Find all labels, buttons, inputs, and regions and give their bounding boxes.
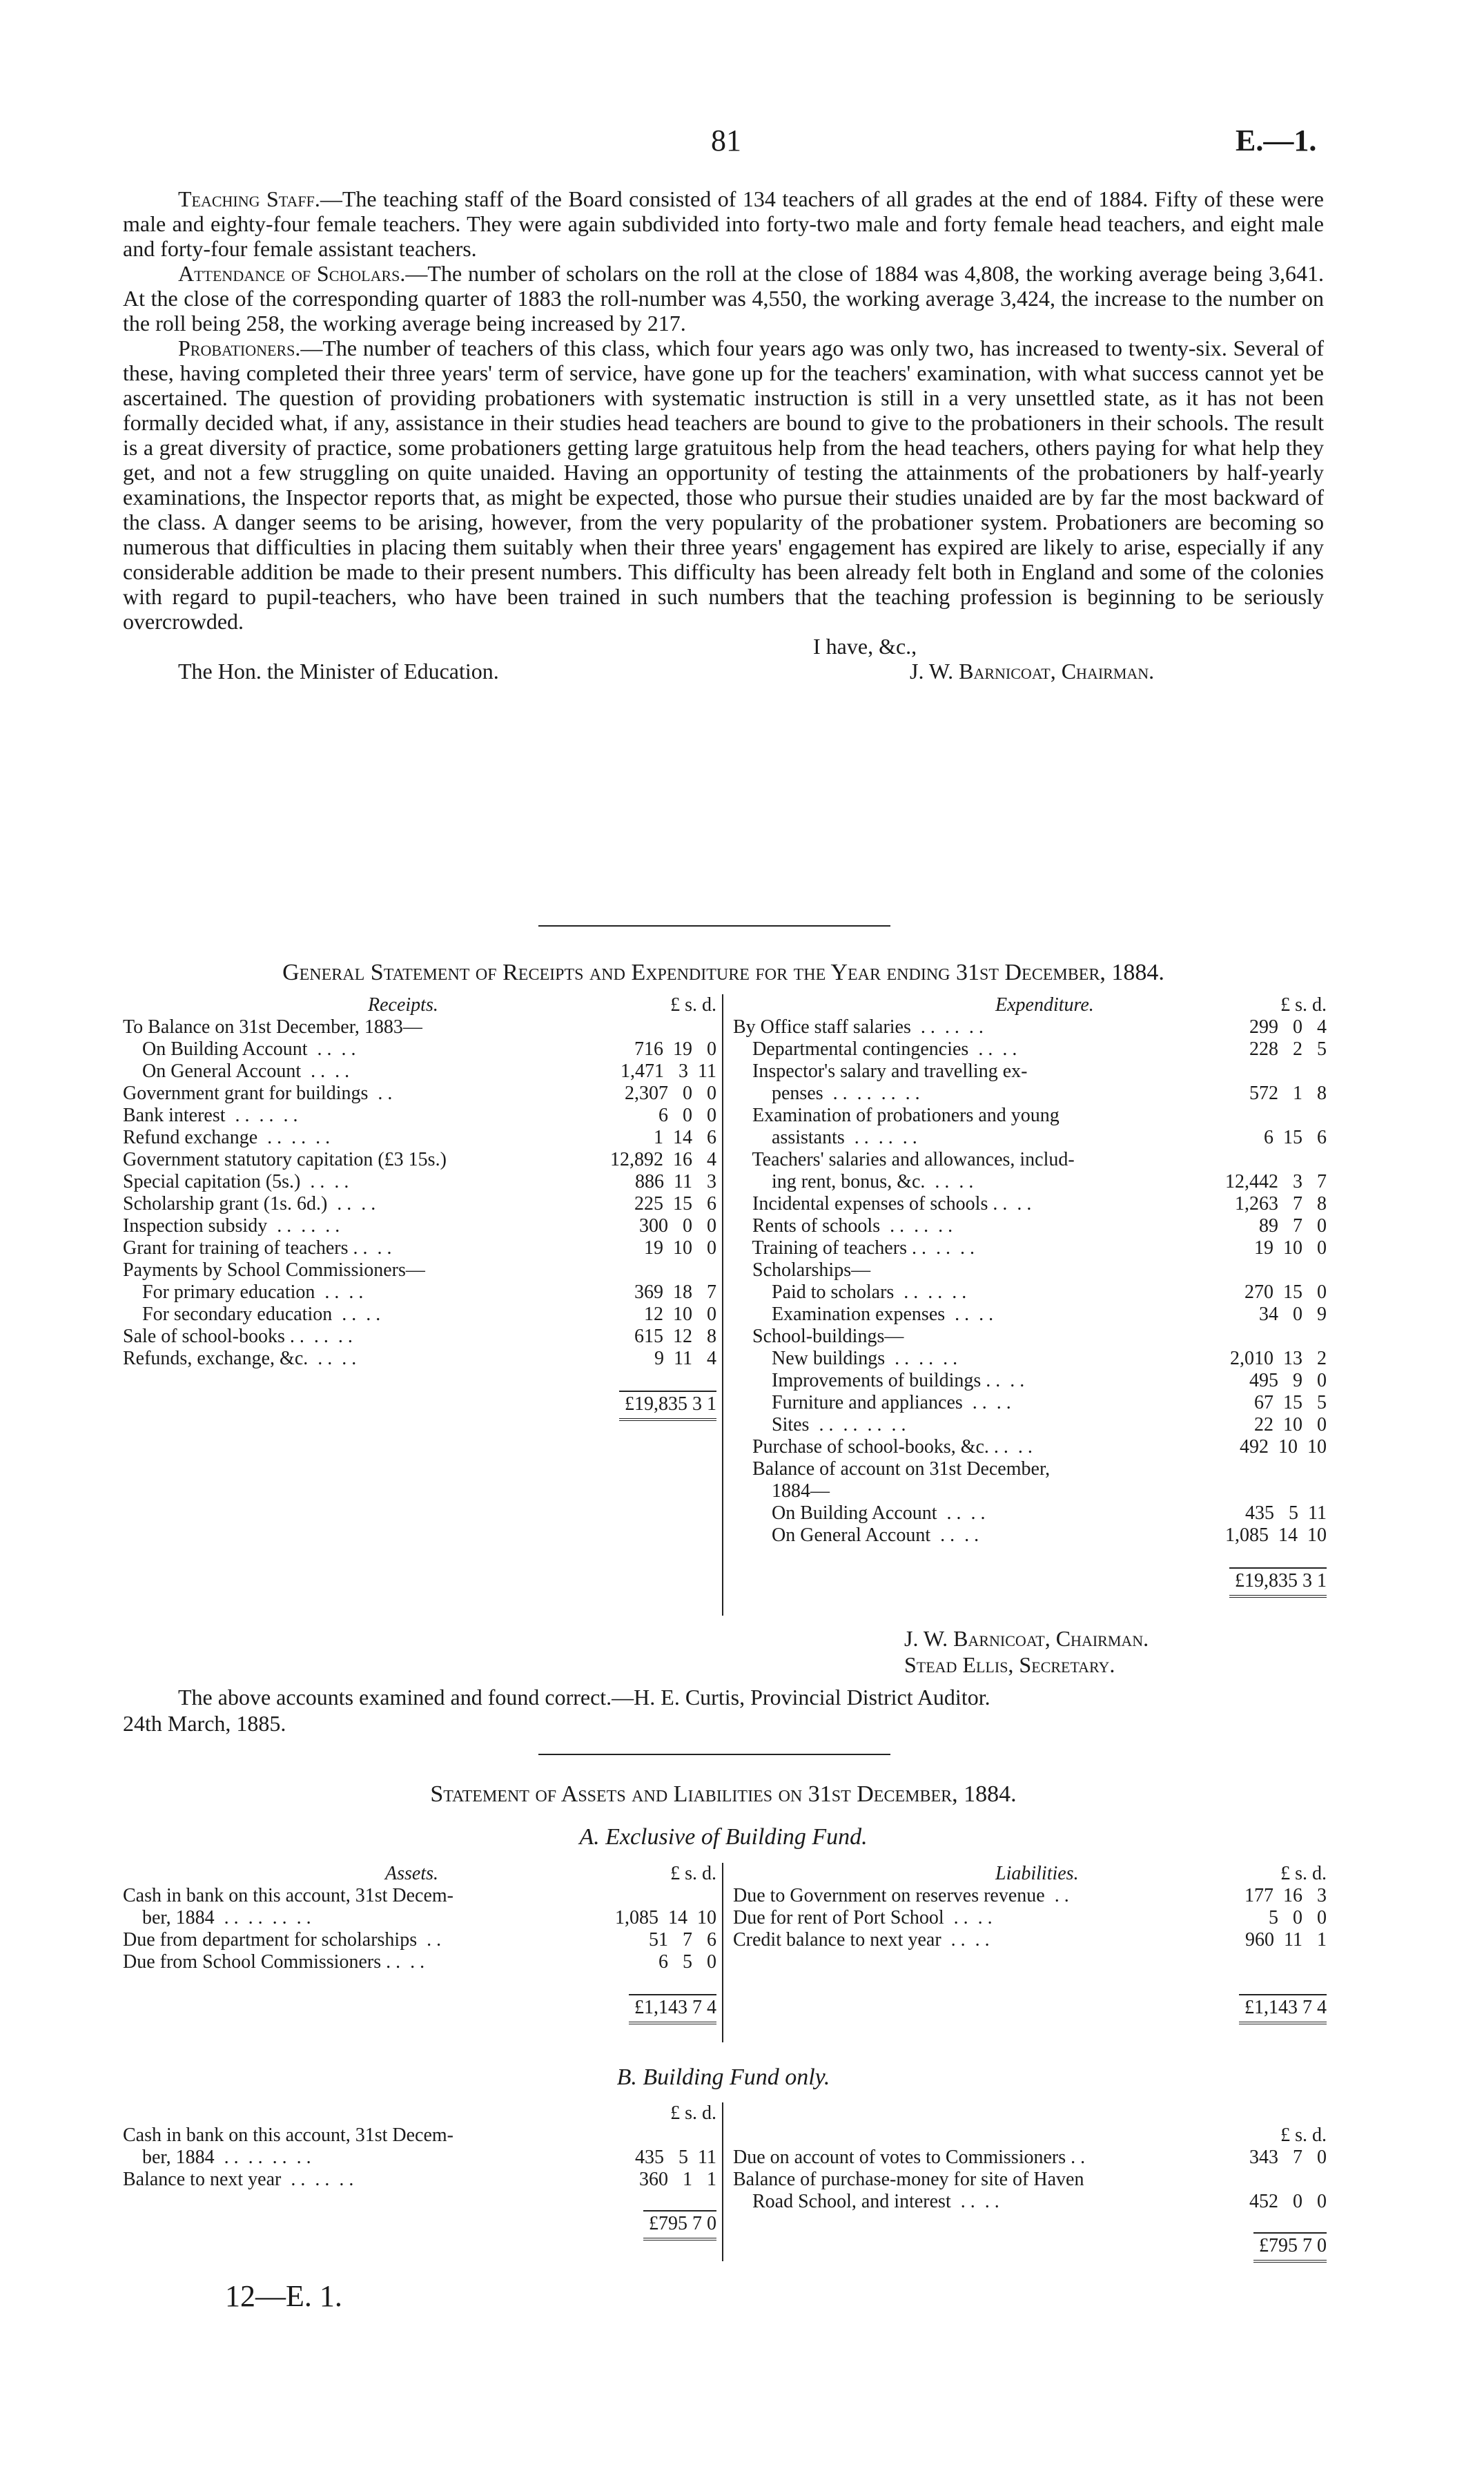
attendance-heading: Attendance of Scholars. (178, 261, 406, 286)
expenditure-row-label: Sites . . . . . . . . (733, 1414, 906, 1435)
expenditure-row-amount: 22 10 0 (1254, 1414, 1327, 1435)
liability-row (733, 1929, 1327, 1951)
liability-row-label: Due on account of votes to Commissioners . . (733, 2147, 1086, 2168)
general-statement-title: General Statement of Receipts and Expenditure for the Year ending 31st December, 1884. (282, 960, 1164, 985)
liability-row (733, 1907, 1327, 1929)
expenditure-row (733, 1370, 1327, 1392)
expenditure-row-label: Training of teachers . . . . . . (733, 1237, 975, 1259)
receipt-row-label: Payments by School Commissioners— (123, 1259, 425, 1281)
liability-row (733, 2191, 1327, 2213)
expenditure-row-label: Teachers' salaries and allowances, includ- (733, 1149, 1075, 1170)
a-liabilities-table (733, 1863, 1327, 2016)
receipt-row (123, 1061, 716, 1083)
a-liabilities-total-row (733, 1994, 1327, 2016)
receipt-row-label: For primary education . . . . (123, 1281, 364, 1303)
a-assets-currency-heading: £ s. d. (670, 1863, 716, 1884)
b-assets-total-row (123, 2210, 716, 2232)
asset-row (123, 2125, 716, 2147)
b-assets-total: £795 7 0 (643, 2210, 716, 2241)
signature-line (123, 659, 1324, 684)
divider (538, 925, 890, 927)
liability-row-label: Road School, and interest . . . . (733, 2191, 999, 2212)
expenditure-row (733, 1038, 1327, 1061)
column-divider (722, 994, 723, 1616)
receipt-row (123, 1326, 716, 1348)
chairman-signature: J. W. Barnicoat, Chairman. (910, 659, 1155, 684)
a-assets-header (123, 1863, 716, 1885)
asset-row-label: Balance to next year . . . . . . (123, 2169, 354, 2190)
b-assets-currency-heading: £ s. d. (670, 2102, 716, 2124)
receipt-row-label: Grant for training of teachers . . . . (123, 1237, 392, 1259)
expenditure-total: £19,835 3 1 (1229, 1567, 1327, 1598)
expenditure-row-label: Scholarships— (733, 1259, 871, 1281)
expenditure-row-amount: 34 0 9 (1259, 1304, 1327, 1325)
receipt-row (123, 1215, 716, 1237)
receipt-row (123, 1193, 716, 1215)
audit-date: 24th March, 1885. (123, 1711, 286, 1736)
b-assets-table (123, 2102, 716, 2232)
expenditure-row (733, 1061, 1327, 1083)
statement-secretary-signature: Stead Ellis, Secretary. (904, 1652, 1115, 1677)
b-liabilities-currency-heading: £ s. d. (1280, 2125, 1327, 2146)
expenditure-row-label: Paid to scholars . . . . . . (733, 1281, 967, 1303)
section-b-title: B. Building Fund only. (616, 2064, 830, 2090)
document-code: E.—1. (1236, 124, 1317, 157)
receipt-row (123, 1237, 716, 1259)
liability-row-amount: 5 0 0 (1269, 1907, 1327, 1928)
expenditure-row-label: School-buildings— (733, 1326, 904, 1347)
receipt-row-label: Refund exchange . . . . . . (123, 1127, 331, 1148)
b-assets-rows (123, 2125, 716, 2191)
assets-heading: Assets. (385, 1863, 438, 1884)
liability-row-label: Due to Government on reserves revenue . . (733, 1885, 1069, 1906)
receipt-row-amount: 615 12 8 (634, 1326, 716, 1347)
liability-row (733, 2169, 1327, 2191)
receipts-rows (123, 1016, 716, 1370)
liabilities-heading: Liabilities. (995, 1863, 1079, 1884)
report-text (123, 186, 1324, 684)
closing: I have, &c., (813, 634, 917, 659)
expenditure-row-amount: 270 15 0 (1244, 1281, 1327, 1303)
asset-row-amount: 1,085 14 10 (615, 1907, 716, 1928)
expenditure-row (733, 1392, 1327, 1414)
liability-row-label: Balance of purchase-money for site of Haven (733, 2169, 1084, 2190)
asset-row (123, 1885, 716, 1907)
a-assets-table (123, 1863, 716, 2016)
receipt-row-label: Government statutory capitation (£3 15s.) (123, 1149, 447, 1170)
receipt-row-label: On General Account . . . . (123, 1061, 350, 1082)
receipt-row (123, 1304, 716, 1326)
asset-row (123, 2169, 716, 2191)
expenditure-row-amount: 299 0 4 (1249, 1016, 1327, 1038)
asset-row-label: Due from department for scholarships . . (123, 1929, 442, 1951)
b-liabilities-header (733, 2125, 1327, 2147)
expenditure-currency-heading: £ s. d. (1280, 994, 1327, 1016)
expenditure-row (733, 1127, 1327, 1149)
receipt-row (123, 1127, 716, 1149)
liability-row-amount: 177 16 3 (1244, 1885, 1327, 1906)
receipt-row (123, 1038, 716, 1061)
receipt-row-amount: 12,892 16 4 (610, 1149, 716, 1170)
expenditure-row (733, 1525, 1327, 1547)
expenditure-row-label: Departmental contingencies . . . . (733, 1038, 1017, 1060)
asset-row-amount: 51 7 6 (649, 1929, 716, 1951)
receipt-row-amount: 2,307 0 0 (625, 1083, 716, 1104)
expenditure-row-label: Balance of account on 31st December, (733, 1458, 1051, 1480)
expenditure-row-amount: 228 2 5 (1249, 1038, 1327, 1060)
receipt-row-amount: 12 10 0 (644, 1304, 716, 1325)
receipts-header (123, 994, 716, 1016)
asset-row (123, 1907, 716, 1929)
receipt-row-amount: 9 11 4 (654, 1348, 716, 1369)
teaching-staff-paragraph: Teaching Staff.—The teaching staff of the Board consisted of 134 teachers of all grades at the end of 1884. Fifty of these were male and eighty-four female teachers. They were again subdivided into forty-two male and forty female head teachers, and eight male and forty-four female assistant teachers. (123, 186, 1324, 261)
receipt-row (123, 1348, 716, 1370)
a-assets-total-row (123, 1994, 716, 2016)
receipt-row (123, 1083, 716, 1105)
asset-row (123, 1929, 716, 1951)
section-a-title: A. Exclusive of Building Fund. (579, 1824, 868, 1850)
receipt-row (123, 1171, 716, 1193)
expenditure-row-amount: 572 1 8 (1249, 1083, 1327, 1104)
receipts-table (123, 994, 716, 1413)
b-liabilities-total: £795 7 0 (1253, 2232, 1327, 2263)
expenditure-row-label: penses . . . . . . . . (733, 1083, 920, 1104)
assets-statement-title: Statement of Assets and Liabilities on 31st December, 1884. (430, 1781, 1017, 1807)
b-liabilities-rows (733, 2147, 1327, 2213)
asset-row-label: Due from School Commissioners . . . . (123, 1951, 425, 1973)
receipt-row-label: On Building Account . . . . (123, 1038, 356, 1060)
expenditure-row-amount: 495 9 0 (1249, 1370, 1327, 1391)
expenditure-heading: Expenditure. (995, 994, 1094, 1016)
a-assets-total: £1,143 7 4 (629, 1994, 716, 2024)
receipt-row (123, 1016, 716, 1038)
receipt-row-label: Scholarship grant (1s. 6d.) . . . . (123, 1193, 376, 1215)
receipt-row-amount: 1 14 6 (654, 1127, 716, 1148)
expenditure-row (733, 1083, 1327, 1105)
receipt-row-amount: 19 10 0 (644, 1237, 716, 1259)
asset-row-label: ber, 1884 . . . . . . . . (123, 1907, 311, 1928)
liability-row-label: Due for rent of Port School . . . . (733, 1907, 993, 1928)
receipt-row (123, 1281, 716, 1304)
expenditure-row-label: Improvements of buildings . . . . (733, 1370, 1025, 1391)
column-divider (722, 2102, 723, 2261)
addressee: The Hon. the Minister of Education. (178, 659, 499, 684)
receipts-currency-heading: £ s. d. (670, 994, 716, 1016)
liability-row (733, 2147, 1327, 2169)
expenditure-row (733, 1215, 1327, 1237)
expenditure-row-amount: 12,442 3 7 (1225, 1171, 1327, 1192)
expenditure-row-label: By Office staff salaries . . . . . . (733, 1016, 984, 1038)
receipt-row-amount: 6 0 0 (658, 1105, 716, 1126)
expenditure-row (733, 1458, 1327, 1480)
expenditure-row-label: Rents of schools . . . . . . (733, 1215, 953, 1237)
expenditure-row (733, 1304, 1327, 1326)
expenditure-row-label: Purchase of school-books, &c. . . . . (733, 1436, 1033, 1458)
expenditure-row-amount: 6 15 6 (1264, 1127, 1327, 1148)
expenditure-row (733, 1016, 1327, 1038)
receipt-row-label: Inspection subsidy . . . . . . (123, 1215, 340, 1237)
b-liabilities-table (733, 2102, 1327, 2254)
expenditure-total-row (733, 1567, 1327, 1589)
asset-row-amount: 360 1 1 (639, 2169, 716, 2190)
expenditure-row (733, 1105, 1327, 1127)
receipt-row-amount: 369 18 7 (634, 1281, 716, 1303)
expenditure-row (733, 1193, 1327, 1215)
receipts-total: £19,835 3 1 (619, 1391, 716, 1421)
expenditure-row-label: Incidental expenses of schools . . . . (733, 1193, 1032, 1215)
expenditure-row-amount: 435 5 11 (1245, 1502, 1327, 1524)
receipt-row-label: For secondary education . . . . (123, 1304, 381, 1325)
b-liabilities-total-row (733, 2232, 1327, 2254)
expenditure-row-label: 1884— (733, 1480, 830, 1502)
expenditure-row-amount: 89 7 0 (1259, 1215, 1327, 1237)
a-liabilities-header (733, 1863, 1327, 1885)
receipts-total-row (123, 1391, 716, 1413)
asset-row-amount: 435 5 11 (635, 2147, 716, 2168)
expenditure-row-amount: 1,263 7 8 (1235, 1193, 1327, 1215)
expenditure-row-label: ing rent, bonus, &c. . . . . (733, 1171, 974, 1192)
receipt-row-amount: 300 0 0 (639, 1215, 716, 1237)
liability-row-amount: 343 7 0 (1249, 2147, 1327, 2168)
statement-chairman-signature: J. W. Barnicoat, Chairman. (904, 1626, 1149, 1651)
expenditure-row-label: Furniture and appliances . . . . (733, 1392, 1011, 1413)
receipt-row-label: To Balance on 31st December, 1883— (123, 1016, 422, 1038)
asset-row-amount: 6 5 0 (658, 1951, 716, 1973)
expenditure-row (733, 1414, 1327, 1436)
receipt-row-amount: 886 11 3 (635, 1171, 716, 1192)
a-liabilities-rows (733, 1885, 1327, 1951)
expenditure-row (733, 1237, 1327, 1259)
divider (538, 1754, 890, 1755)
liability-row-label: Credit balance to next year . . . . (733, 1929, 990, 1951)
expenditure-row (733, 1149, 1327, 1171)
expenditure-rows (733, 1016, 1327, 1547)
expenditure-row-label: Examination of probationers and young (733, 1105, 1060, 1126)
receipt-row-amount: 1,471 3 11 (621, 1061, 716, 1082)
expenditure-row-label: Inspector's salary and travelling ex- (733, 1061, 1028, 1082)
expenditure-row-amount: 1,085 14 10 (1225, 1525, 1327, 1546)
asset-row (123, 2147, 716, 2169)
expenditure-row (733, 1326, 1327, 1348)
a-assets-rows (123, 1885, 716, 1973)
receipt-row (123, 1105, 716, 1127)
expenditure-table (733, 994, 1327, 1589)
expenditure-row-amount: 67 15 5 (1254, 1392, 1327, 1413)
receipt-row (123, 1259, 716, 1281)
asset-row-label: Cash in bank on this account, 31st Decem- (123, 1885, 454, 1906)
expenditure-header (733, 994, 1327, 1016)
expenditure-row-label: assistants . . . . . . (733, 1127, 917, 1148)
expenditure-row-label: New buildings . . . . . . (733, 1348, 958, 1369)
receipt-row-label: Refunds, exchange, &c. . . . . (123, 1348, 357, 1369)
column-divider (722, 1863, 723, 2042)
expenditure-row (733, 1502, 1327, 1525)
attendance-paragraph: Attendance of Scholars.—The number of scholars on the roll at the close of 1884 was 4,808, the working average being 3,641. At the close of the corresponding quarter of 1883 the roll-number was 4,550, the working average 3,424, the increase to the number on the roll being 258, the working average being increased by 217. (123, 261, 1324, 336)
b-assets-header (123, 2102, 716, 2125)
expenditure-row-label: On General Account . . . . (733, 1525, 979, 1546)
receipt-row (123, 1149, 716, 1171)
a-liabilities-currency-heading: £ s. d. (1280, 1863, 1327, 1884)
expenditure-row-amount: 2,010 13 2 (1230, 1348, 1327, 1369)
liability-row-amount: 960 11 1 (1245, 1929, 1327, 1951)
signature-mark: 12—E. 1. (225, 2279, 342, 2313)
expenditure-row (733, 1281, 1327, 1304)
page-number: 81 (711, 124, 741, 157)
teaching-staff-heading: Teaching Staff. (178, 186, 320, 211)
asset-row (123, 1951, 716, 1973)
liability-row (733, 1885, 1327, 1907)
expenditure-row-label: On Building Account . . . . (733, 1502, 986, 1524)
expenditure-row (733, 1348, 1327, 1370)
expenditure-row (733, 1259, 1327, 1281)
expenditure-row-label: Examination expenses . . . . (733, 1304, 994, 1325)
receipt-row-label: Bank interest . . . . . . (123, 1105, 298, 1126)
receipt-row-label: Sale of school-books . . . . . . (123, 1326, 353, 1347)
expenditure-row (733, 1171, 1327, 1193)
receipt-row-label: Government grant for buildings . . (123, 1083, 393, 1104)
probationers-paragraph: Probationers.—The number of teachers of this class, which four years ago was only two, has increased to twenty-six. Several of these, having completed their three years' term of service, have gone up for the teachers' examination, with what success cannot yet be ascertained. The question of providing probationers with systematic instruction is still in a very unsettled state, as it has not been formally decided what, if any, assistance in their studies head teachers are bound to give to the probationers in their schools. The result is a great diversity of practice, some probationers getting large gratuitous help from the head teachers, others paying for what help they get, and not a few struggling on quite unaided. Having an opportunity of testing the attainments of the probationers by half-yearly examinations, the Inspector reports that, as might be expected, those who pursue their studies unaided are by far the most backward of the class. A danger seems to be arising, however, from the very popularity of the probationer system. Probationers are becoming so numerous that difficulties in placing them suitably when their three years' engagement has expired are likely to arise, especially if any considerable addition be made to their present numbers. This difficulty has been already felt both in England and some of the colonies with regard to pupil-teachers, who have been trained in such numbers that the teaching profession is beginning to be seriously overcrowded. (123, 336, 1324, 634)
receipt-row-amount: 225 15 6 (634, 1193, 716, 1215)
expenditure-row-amount: 19 10 0 (1254, 1237, 1327, 1259)
receipts-heading: Receipts. (368, 994, 438, 1016)
asset-row-label: ber, 1884 . . . . . . . . (123, 2147, 311, 2168)
liability-row-amount: 452 0 0 (1249, 2191, 1327, 2212)
expenditure-row (733, 1480, 1327, 1502)
audit-note: The above accounts examined and found correct.—H. E. Curtis, Provincial District Auditor. (178, 1685, 990, 1710)
expenditure-row-amount: 492 10 10 (1240, 1436, 1327, 1458)
asset-row-label: Cash in bank on this account, 31st Decem- (123, 2125, 454, 2146)
expenditure-row (733, 1436, 1327, 1458)
receipt-row-amount: 716 19 0 (634, 1038, 716, 1060)
receipt-row-label: Special capitation (5s.) . . . . (123, 1171, 349, 1192)
a-liabilities-total: £1,143 7 4 (1239, 1994, 1327, 2024)
probationers-heading: Probationers. (178, 336, 301, 360)
